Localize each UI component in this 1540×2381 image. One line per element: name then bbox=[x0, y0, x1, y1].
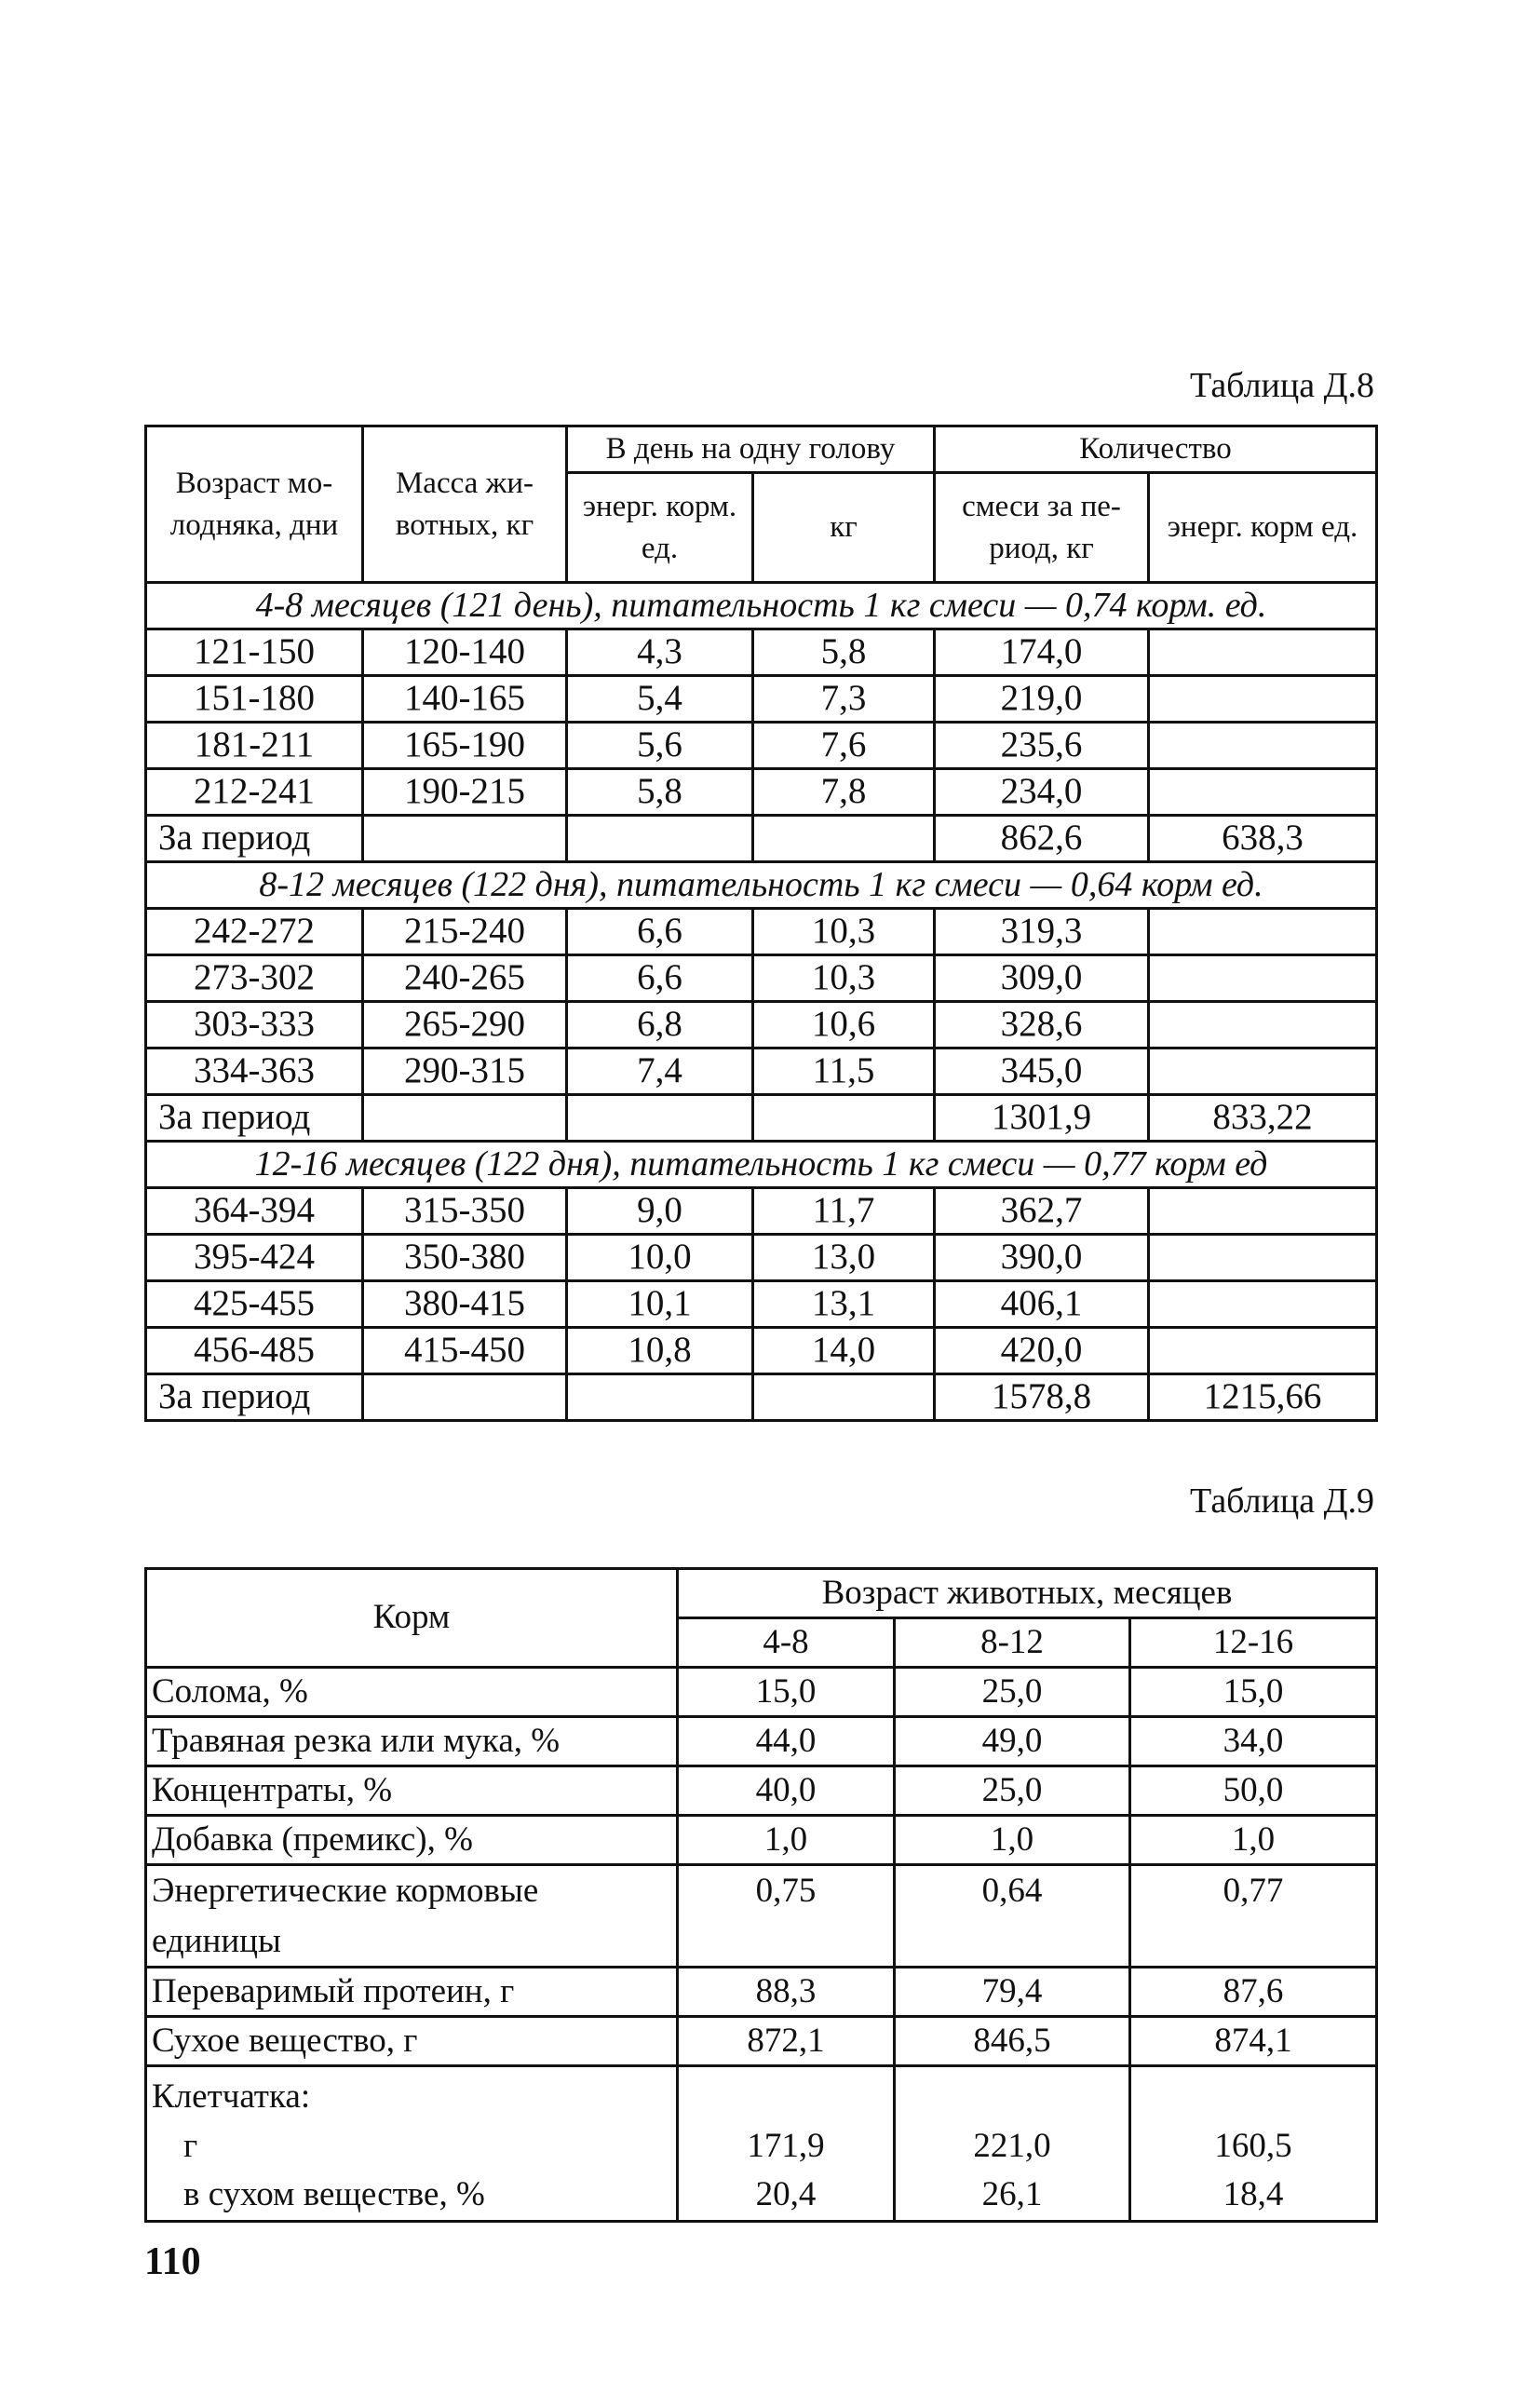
table-cell: 44,0 bbox=[678, 1717, 895, 1766]
row-label: Переваримый протеин, г bbox=[146, 1968, 678, 2017]
table-cell bbox=[567, 816, 753, 862]
fiber-dry-value: 26,1 bbox=[981, 2175, 1043, 2214]
table-cell: 1,0 bbox=[678, 1816, 895, 1865]
fiber-grams-value: 221,0 bbox=[973, 2126, 1051, 2165]
table-cell bbox=[753, 1374, 935, 1421]
table-cell: 10,8 bbox=[567, 1328, 753, 1374]
table-cell: 319,3 bbox=[935, 909, 1149, 955]
table-row bbox=[146, 955, 1377, 1002]
table-cell: 345,0 bbox=[935, 1048, 1149, 1095]
table-cell bbox=[1149, 723, 1377, 769]
table-cell: 25,0 bbox=[895, 1668, 1130, 1717]
table-cell: 13,0 bbox=[753, 1235, 935, 1281]
table-cell: 11,7 bbox=[753, 1188, 935, 1235]
fiber-grams-value: 160,5 bbox=[1214, 2126, 1292, 2165]
section-title: 12-16 месяцев (122 дня), питательность 1 кг смеси — 0,77 корм ед bbox=[146, 1142, 1377, 1188]
table-cell: 350-380 bbox=[363, 1235, 567, 1281]
period-total-row bbox=[146, 1374, 1377, 1421]
header-kg: кг bbox=[753, 473, 935, 583]
header-age: Возраст мо-лодняка, дни bbox=[146, 426, 363, 583]
table-row bbox=[146, 1328, 1377, 1374]
fiber-label-cell bbox=[146, 2066, 678, 2222]
table-row bbox=[146, 1668, 1377, 1717]
table-cell bbox=[1149, 1235, 1377, 1281]
header-quantity: Количество bbox=[935, 426, 1377, 473]
header-age-4-8: 4-8 bbox=[678, 1618, 895, 1668]
table-cell: 1301,9 bbox=[935, 1095, 1149, 1142]
table-cell: 235,6 bbox=[935, 723, 1149, 769]
table-cell bbox=[1149, 769, 1377, 816]
fiber-label: Клетчатка: bbox=[152, 2077, 311, 2117]
table-cell: 406,1 bbox=[935, 1281, 1149, 1328]
table-cell bbox=[363, 1095, 567, 1142]
header-energy-feed-units: энерг. корм. ед. bbox=[567, 473, 753, 583]
table-cell: 88,3 bbox=[678, 1968, 895, 2017]
table-cell: 5,4 bbox=[567, 676, 753, 723]
table-cell: 165-190 bbox=[363, 723, 567, 769]
row-label: Энергетические кормовые единицы bbox=[146, 1865, 678, 1968]
table-row bbox=[146, 1968, 1377, 2017]
table-cell: 395-424 bbox=[146, 1235, 363, 1281]
header-feed: Корм bbox=[146, 1569, 678, 1668]
fiber-values-cell bbox=[678, 2066, 895, 2222]
table-cell bbox=[1149, 955, 1377, 1002]
table-cell: 7,4 bbox=[567, 1048, 753, 1095]
period-total-label: За период bbox=[146, 816, 363, 862]
table-cell: 40,0 bbox=[678, 1766, 895, 1816]
table-cell: 242-272 bbox=[146, 909, 363, 955]
table-row bbox=[146, 2017, 1377, 2066]
table-cell bbox=[1149, 909, 1377, 955]
table-cell: 420,0 bbox=[935, 1328, 1149, 1374]
header-mass: Масса жи-вотных, кг bbox=[363, 426, 567, 583]
row-label: Концентраты, % bbox=[146, 1766, 678, 1816]
table-cell: 5,8 bbox=[753, 629, 935, 676]
table-cell: 7,6 bbox=[753, 723, 935, 769]
table-cell: 862,6 bbox=[935, 816, 1149, 862]
table-cell: 181-211 bbox=[146, 723, 363, 769]
table-cell bbox=[1149, 629, 1377, 676]
table-cell bbox=[567, 1095, 753, 1142]
table-row bbox=[146, 1002, 1377, 1048]
period-total-label: За период bbox=[146, 1374, 363, 1421]
table-cell: 1578,8 bbox=[935, 1374, 1149, 1421]
table-d8 bbox=[144, 425, 1378, 1422]
row-label: Добавка (премикс), % bbox=[146, 1816, 678, 1865]
table-cell: 303-333 bbox=[146, 1002, 363, 1048]
table-cell: 872,1 bbox=[678, 2017, 895, 2066]
table-cell: 140-165 bbox=[363, 676, 567, 723]
header-energy-feed-units-total: энерг. корм ед. bbox=[1149, 473, 1377, 583]
header-mix-per-period: смеси за пе-риод, кг bbox=[935, 473, 1149, 583]
table-row bbox=[146, 629, 1377, 676]
table-cell: 10,1 bbox=[567, 1281, 753, 1328]
table-cell: 1,0 bbox=[895, 1816, 1130, 1865]
table-cell: 6,6 bbox=[567, 955, 753, 1002]
table-row bbox=[146, 1816, 1377, 1865]
table-cell: 151-180 bbox=[146, 676, 363, 723]
table-cell bbox=[753, 1095, 935, 1142]
row-label: Сухое вещество, г bbox=[146, 2017, 678, 2066]
table-cell bbox=[1149, 1048, 1377, 1095]
table-cell: 833,22 bbox=[1149, 1095, 1377, 1142]
table-cell: 5,6 bbox=[567, 723, 753, 769]
table-cell: 290-315 bbox=[363, 1048, 567, 1095]
table-row bbox=[146, 1048, 1377, 1095]
fiber-values-cell bbox=[1130, 2066, 1377, 2222]
table-cell: 6,6 bbox=[567, 909, 753, 955]
table-cell bbox=[1149, 1328, 1377, 1374]
table-cell: 120-140 bbox=[363, 629, 567, 676]
table-cell: 6,8 bbox=[567, 1002, 753, 1048]
section-row bbox=[146, 583, 1377, 629]
table-cell: 121-150 bbox=[146, 629, 363, 676]
fiber-dry-value: 18,4 bbox=[1223, 2175, 1284, 2214]
page-number: 110 bbox=[144, 2240, 201, 2283]
table-cell: 7,8 bbox=[753, 769, 935, 816]
table-row bbox=[146, 676, 1377, 723]
period-total-label: За период bbox=[146, 1095, 363, 1142]
table-cell: 273-302 bbox=[146, 955, 363, 1002]
table-cell: 364-394 bbox=[146, 1188, 363, 1235]
table-cell: 390,0 bbox=[935, 1235, 1149, 1281]
table-cell bbox=[1149, 1002, 1377, 1048]
section-row bbox=[146, 1142, 1377, 1188]
table-row bbox=[146, 1717, 1377, 1766]
table-cell bbox=[753, 816, 935, 862]
table-cell: 240-265 bbox=[363, 955, 567, 1002]
table-cell: 1,0 bbox=[1130, 1816, 1377, 1865]
table-cell: 49,0 bbox=[895, 1717, 1130, 1766]
table-d9 bbox=[144, 1567, 1378, 2223]
row-label: Солома, % bbox=[146, 1668, 678, 1717]
table-cell: 34,0 bbox=[1130, 1717, 1377, 1766]
table-row bbox=[146, 1281, 1377, 1328]
table-row bbox=[146, 769, 1377, 816]
table-cell: 79,4 bbox=[895, 1968, 1130, 2017]
table-cell: 1215,66 bbox=[1149, 1374, 1377, 1421]
header-per-day: В день на одну голову bbox=[567, 426, 935, 473]
table-cell bbox=[567, 1374, 753, 1421]
table-cell: 212-241 bbox=[146, 769, 363, 816]
section-title: 8-12 месяцев (122 дня), питательность 1 кг смеси — 0,64 корм ед. bbox=[146, 862, 1377, 909]
row-label: Травяная резка или мука, % bbox=[146, 1717, 678, 1766]
table-cell: 415-450 bbox=[363, 1328, 567, 1374]
table-d9-caption: Таблица Д.9 bbox=[1190, 1481, 1374, 1521]
period-total-row bbox=[146, 1095, 1377, 1142]
table-row bbox=[146, 1865, 1377, 1968]
table-cell: 25,0 bbox=[895, 1766, 1130, 1816]
fiber-dry-label: в сухом веществе, % bbox=[183, 2175, 485, 2214]
spacer bbox=[1135, 2073, 1371, 2122]
table-cell: 11,5 bbox=[753, 1048, 935, 1095]
table-cell: 456-485 bbox=[146, 1328, 363, 1374]
table-cell: 5,8 bbox=[567, 769, 753, 816]
table-cell: 362,7 bbox=[935, 1188, 1149, 1235]
table-row bbox=[146, 909, 1377, 955]
table-cell: 13,1 bbox=[753, 1281, 935, 1328]
section-row bbox=[146, 862, 1377, 909]
table-cell: 0,75 bbox=[678, 1865, 895, 1968]
fiber-row bbox=[146, 2066, 1377, 2222]
table-row bbox=[146, 1235, 1377, 1281]
table-cell bbox=[1149, 1281, 1377, 1328]
table-cell bbox=[363, 1374, 567, 1421]
table-row bbox=[146, 723, 1377, 769]
fiber-grams-label: г bbox=[183, 2126, 198, 2165]
table-cell: 4,3 bbox=[567, 629, 753, 676]
table-cell: 425-455 bbox=[146, 1281, 363, 1328]
table-cell bbox=[1149, 676, 1377, 723]
table-cell bbox=[1149, 1188, 1377, 1235]
table-cell: 0,77 bbox=[1130, 1865, 1377, 1968]
header-age-12-16: 12-16 bbox=[1130, 1618, 1377, 1668]
table-cell: 10,3 bbox=[753, 955, 935, 1002]
table-cell: 50,0 bbox=[1130, 1766, 1377, 1816]
table-cell: 174,0 bbox=[935, 629, 1149, 676]
fiber-values-cell bbox=[895, 2066, 1130, 2222]
spacer bbox=[682, 2073, 889, 2122]
table-d8-caption: Таблица Д.8 bbox=[1190, 366, 1374, 405]
fiber-grams-value: 171,9 bbox=[747, 2126, 825, 2165]
table-cell bbox=[363, 816, 567, 862]
table-cell: 334-363 bbox=[146, 1048, 363, 1095]
table-cell: 315-350 bbox=[363, 1188, 567, 1235]
table-cell: 190-215 bbox=[363, 769, 567, 816]
table-row bbox=[146, 1188, 1377, 1235]
table-cell: 7,3 bbox=[753, 676, 935, 723]
spacer bbox=[899, 2073, 1125, 2122]
header-age-8-12: 8-12 bbox=[895, 1618, 1130, 1668]
table-cell: 219,0 bbox=[935, 676, 1149, 723]
table-cell: 638,3 bbox=[1149, 816, 1377, 862]
table-cell: 14,0 bbox=[753, 1328, 935, 1374]
table-cell: 234,0 bbox=[935, 769, 1149, 816]
table-cell: 10,3 bbox=[753, 909, 935, 955]
section-title: 4-8 месяцев (121 день), питательность 1 кг смеси — 0,74 корм. ед. bbox=[146, 583, 1377, 629]
table-cell: 9,0 bbox=[567, 1188, 753, 1235]
table-cell: 265-290 bbox=[363, 1002, 567, 1048]
table-cell: 874,1 bbox=[1130, 2017, 1377, 2066]
table-cell: 10,0 bbox=[567, 1235, 753, 1281]
table-row bbox=[146, 1766, 1377, 1816]
table-cell: 380-415 bbox=[363, 1281, 567, 1328]
header-age-group: Возраст животных, месяцев bbox=[678, 1569, 1377, 1618]
table-cell: 215-240 bbox=[363, 909, 567, 955]
table-cell: 328,6 bbox=[935, 1002, 1149, 1048]
table-cell: 87,6 bbox=[1130, 1968, 1377, 2017]
table-cell: 846,5 bbox=[895, 2017, 1130, 2066]
table-cell: 15,0 bbox=[1130, 1668, 1377, 1717]
table-cell: 0,64 bbox=[895, 1865, 1130, 1968]
fiber-dry-value: 20,4 bbox=[755, 2175, 817, 2214]
period-total-row bbox=[146, 816, 1377, 862]
table-cell: 15,0 bbox=[678, 1668, 895, 1717]
table-cell: 309,0 bbox=[935, 955, 1149, 1002]
table-cell: 10,6 bbox=[753, 1002, 935, 1048]
